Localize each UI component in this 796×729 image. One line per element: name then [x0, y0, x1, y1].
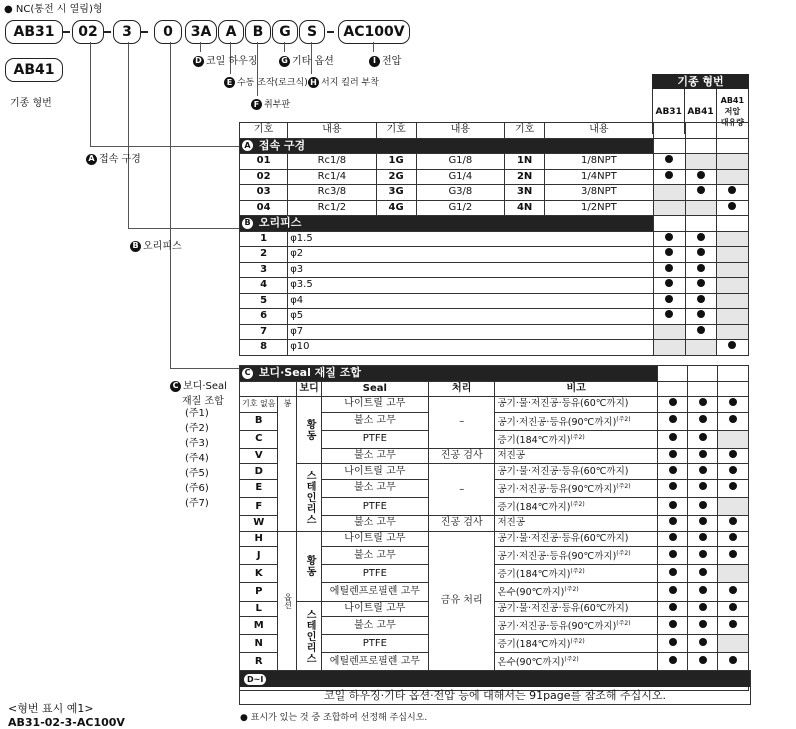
dot-icon — [729, 533, 737, 541]
model-mark — [685, 231, 716, 247]
remark: 공기·저진공·등유(90℃까지)$^{(주2)}$ — [495, 479, 657, 497]
dot-icon — [699, 415, 707, 423]
model-mark — [718, 653, 749, 671]
dot-icon — [665, 171, 673, 179]
model-mark — [716, 231, 748, 247]
dot-icon — [697, 295, 705, 303]
model-mark — [688, 464, 718, 480]
dot-icon — [699, 533, 707, 541]
model-mark — [718, 397, 749, 413]
callout-b: B 오리피스 — [130, 237, 182, 252]
model-mark — [718, 635, 749, 653]
model-mark — [688, 479, 718, 497]
model-mark — [718, 464, 749, 480]
dot-icon — [669, 433, 677, 441]
model-mark — [718, 479, 749, 497]
dot-icon — [669, 501, 677, 509]
model-mark — [716, 200, 748, 216]
model-part-b: B — [245, 20, 271, 44]
dot-icon — [728, 202, 736, 210]
model-mark — [657, 547, 688, 565]
model-part-a: A — [218, 20, 244, 44]
model-mark — [718, 516, 749, 532]
callout-c: C 보디·Seal — [170, 377, 227, 392]
dot-icon — [665, 155, 673, 163]
circle-b-icon: B — [242, 218, 253, 229]
model-part-g: G — [272, 20, 298, 44]
dot-icon — [697, 279, 705, 287]
circle-c-icon: C — [170, 381, 181, 392]
circle-h-icon: H — [308, 77, 319, 88]
model-mark — [716, 340, 748, 356]
remark: 증기(184℃까지)$^{(주2)}$ — [495, 635, 657, 653]
footnote: ● 표시가 있는 것 중 조합하여 선정해 주십시오. — [240, 713, 428, 723]
callout-g: G 기타 옵션 — [279, 52, 334, 67]
model-type-title: 기종 형번 — [652, 74, 749, 89]
remark: 공기·물·저진공·등유(60℃까지) — [495, 601, 657, 617]
model-alt-label: 기종 형번 — [10, 98, 52, 109]
dot-icon — [699, 398, 707, 406]
example-value: AB31-02-3-AC100V — [8, 716, 125, 729]
model-mark — [716, 169, 748, 185]
dot-icon — [665, 233, 673, 241]
model-mark — [685, 309, 716, 325]
table-row: H 옵션 황동 나이트릴 고무 금유 처리 공기·물·저진공·등유(60℃까지) — [240, 531, 749, 547]
model-mark — [657, 617, 688, 635]
model-mark — [718, 497, 749, 515]
dot-icon — [729, 517, 737, 525]
option-std: 봉 — [278, 397, 297, 532]
model-mark — [653, 200, 685, 216]
model-mark — [685, 185, 716, 201]
dot-icon — [699, 620, 707, 628]
remark: 공기·저진공·등유(90℃까지)$^{(주2)}$ — [495, 412, 657, 430]
model-mark — [688, 617, 718, 635]
dot-icon — [665, 279, 673, 287]
model-mark — [685, 247, 716, 263]
model-mark — [657, 448, 688, 464]
circle-a-icon: A — [86, 154, 97, 165]
model-mark — [657, 479, 688, 497]
model-mark — [685, 324, 716, 340]
callout-d: D 코일 하우징 — [193, 52, 257, 67]
dot-icon — [729, 586, 737, 594]
table-row: 1 φ1.5 — [240, 231, 749, 247]
dot-icon — [699, 482, 707, 490]
dot-icon — [697, 248, 705, 256]
dot-icon — [669, 638, 677, 646]
model-mark — [716, 262, 748, 278]
model-mark — [657, 601, 688, 617]
table-row: K PTFE 증기(184℃까지)$^{(주2)}$ — [240, 565, 749, 583]
dot-icon — [669, 656, 677, 664]
model-mark — [653, 247, 685, 263]
model-mark — [657, 397, 688, 413]
dot-icon — [729, 450, 737, 458]
model-mark — [718, 617, 749, 635]
model-mark — [653, 324, 685, 340]
body-material: 스테인리스 — [297, 601, 321, 671]
dot-icon — [699, 450, 707, 458]
model-alt-ab41: AB41 — [5, 58, 63, 82]
model-mark — [653, 293, 685, 309]
remark: 온수(90℃까지)$^{(주2)}$ — [495, 583, 657, 601]
model-mark — [653, 154, 685, 170]
model-mark — [688, 583, 718, 601]
model-mark — [718, 547, 749, 565]
model-mark — [688, 448, 718, 464]
model-mark — [685, 340, 716, 356]
model-mark — [716, 154, 748, 170]
model-mark — [718, 601, 749, 617]
dot-icon — [699, 638, 707, 646]
table-header-row: 기호 내용 기호 내용 기호 내용 — [240, 123, 749, 139]
model-part-voltage: AC100V — [338, 20, 410, 44]
model-part-s: S — [299, 20, 325, 44]
dot-icon — [697, 171, 705, 179]
callout-a: A 접속 구경 — [86, 150, 141, 165]
model-col-ab31: AB31 — [653, 89, 685, 134]
model-mark — [657, 565, 688, 583]
model-mark — [657, 464, 688, 480]
dot-icon — [729, 620, 737, 628]
model-part-ab31: AB31 — [5, 20, 63, 44]
model-mark — [718, 583, 749, 601]
table-row: C PTFE 증기(184℃까지)$^{(주2)}$ — [240, 430, 749, 448]
table-row: 01 Rc1/8 1G G1/8 1N 1/8NPT — [240, 154, 749, 170]
dot-icon — [729, 466, 737, 474]
table-row: N PTFE 증기(184℃까지)$^{(주2)}$ — [240, 635, 749, 653]
dot-icon — [697, 233, 705, 241]
circle-b-icon: B — [130, 241, 141, 252]
model-col-ab41: AB41 — [685, 89, 716, 134]
model-mark — [716, 185, 748, 201]
model-mark — [653, 340, 685, 356]
table-row: 7 φ7 — [240, 324, 749, 340]
callout-e: E 수동 조작(로크식) — [224, 75, 308, 88]
body-material: 스테인리스 — [297, 464, 321, 531]
dot-icon — [699, 568, 707, 576]
table-row: 03 Rc3/8 3G G3/8 3N 3/8NPT — [240, 185, 749, 201]
model-mark — [685, 200, 716, 216]
model-mark — [716, 324, 748, 340]
model-mark — [685, 293, 716, 309]
dot-icon — [665, 310, 673, 318]
model-mark — [685, 262, 716, 278]
model-mark — [688, 430, 718, 448]
table-row: 2 φ2 — [240, 247, 749, 263]
dot-icon — [729, 656, 737, 664]
dot-icon — [665, 264, 673, 272]
model-mark — [688, 412, 718, 430]
table-row: D 스테인리스 나이트릴 고무 – 공기·물·저진공·등유(60℃까지) — [240, 464, 749, 480]
dot-icon — [697, 310, 705, 318]
table-row: P 에틸렌프로필렌 고무 온수(90℃까지)$^{(주2)}$ — [240, 583, 749, 601]
model-mark — [653, 309, 685, 325]
callout-c-sub: 재질 조합 — [182, 396, 224, 407]
callout-h: H 서지 킬러 부착 — [308, 75, 379, 88]
dot-icon — [665, 248, 673, 256]
model-mark — [718, 412, 749, 430]
model-part-3a: 3A — [185, 20, 217, 44]
di-badge: D~I — [244, 674, 266, 685]
model-mark — [718, 565, 749, 583]
model-mark — [657, 583, 688, 601]
dot-icon — [669, 415, 677, 423]
dot-icon — [697, 326, 705, 334]
remark: 저진공 — [495, 516, 657, 532]
dot-icon — [669, 533, 677, 541]
model-mark — [657, 531, 688, 547]
model-mark — [688, 565, 718, 583]
remark: 공기·저진공·등유(90℃까지)$^{(주2)}$ — [495, 617, 657, 635]
dot-icon — [729, 550, 737, 558]
circle-i-icon: I — [369, 56, 380, 67]
model-mark — [657, 430, 688, 448]
dot-icon — [699, 603, 707, 611]
dot-icon — [669, 586, 677, 594]
model-mark — [718, 448, 749, 464]
dot-icon — [699, 433, 707, 441]
table-row: J 불소 고무 공기·저진공·등유(90℃까지)$^{(주2)}$ — [240, 547, 749, 565]
dot-icon — [699, 466, 707, 474]
section-di — [239, 670, 751, 705]
model-mark — [718, 430, 749, 448]
circle-a-icon: A — [242, 140, 253, 151]
model-part-0: 0 — [154, 20, 182, 44]
model-mark — [688, 635, 718, 653]
dot-icon — [729, 398, 737, 406]
model-mark — [685, 169, 716, 185]
body-material: 황동 — [297, 531, 321, 601]
section-b-header: B 오리피스 — [240, 216, 749, 232]
model-part-02: 02 — [72, 20, 104, 44]
model-mark — [653, 278, 685, 294]
model-mark — [688, 653, 718, 671]
remark: 공기·물·저진공·등유(60℃까지) — [495, 397, 657, 413]
dot-icon — [699, 550, 707, 558]
spec-table-c — [239, 365, 749, 691]
model-mark — [657, 635, 688, 653]
dot-icon — [669, 450, 677, 458]
table-row: B 불소 고무 공기·저진공·등유(90℃까지)$^{(주2)}$ — [240, 412, 749, 430]
dot-icon — [669, 466, 677, 474]
remark: 공기·물·저진공·등유(60℃까지) — [495, 531, 657, 547]
section-di-text: 코일 하우징·기타 옵션·전압 등에 대해서는 91page를 참조해 주십시오. — [323, 689, 667, 702]
remark: 증기(184℃까지)$^{(주2)}$ — [495, 430, 657, 448]
remark: 증기(184℃까지)$^{(주2)}$ — [495, 565, 657, 583]
circle-g-icon: G — [279, 56, 290, 67]
dot-icon — [728, 341, 736, 349]
model-mark — [657, 497, 688, 515]
model-mark — [716, 293, 748, 309]
table-row: F PTFE 증기(184℃까지)$^{(주2)}$ — [240, 497, 749, 515]
callout-c-notes: (주1) (주2) (주3) (주4) (주5) (주6) (주7) — [185, 408, 209, 509]
dot-icon — [729, 415, 737, 423]
dot-icon — [669, 603, 677, 611]
circle-c-icon: C — [242, 368, 253, 379]
dot-icon — [669, 620, 677, 628]
dot-icon — [669, 568, 677, 576]
model-mark — [688, 397, 718, 413]
model-mark — [716, 278, 748, 294]
dot-icon — [699, 656, 707, 664]
table-row: 4 φ3.5 — [240, 278, 749, 294]
dot-icon — [669, 482, 677, 490]
model-mark — [716, 309, 748, 325]
dot-icon — [729, 482, 737, 490]
body-material: 황동 — [297, 397, 321, 464]
model-mark — [653, 169, 685, 185]
callout-f: F 취부판 — [251, 97, 290, 110]
dot-icon — [697, 264, 705, 272]
remark: 공기·저진공·등유(90℃까지)$^{(주2)}$ — [495, 547, 657, 565]
table-row: L 스테인리스 나이트릴 고무 공기·물·저진공·등유(60℃까지) — [240, 601, 749, 617]
table-row: 5 φ4 — [240, 293, 749, 309]
model-mark — [657, 653, 688, 671]
model-mark — [688, 516, 718, 532]
model-mark — [685, 154, 716, 170]
table-row: 6 φ5 — [240, 309, 749, 325]
example-title: <형번 표시 예1> — [8, 702, 94, 715]
model-part-3: 3 — [113, 20, 141, 44]
table-row: 기호 없음 봉 황동 나이트릴 고무 – 공기·물·저진공·등유(60℃까지) — [240, 397, 749, 413]
dot-icon — [729, 603, 737, 611]
model-mark — [685, 278, 716, 294]
remark: 증기(184℃까지)$^{(주2)}$ — [495, 497, 657, 515]
circle-f-icon: F — [251, 99, 262, 110]
model-mark — [653, 262, 685, 278]
remark: 공기·물·저진공·등유(60℃까지) — [495, 464, 657, 480]
table-row: W 불소 고무 진공 검사 저진공 — [240, 516, 749, 532]
model-mark — [688, 497, 718, 515]
section-c-subheader: 보디 Seal 처리 비고 — [240, 381, 749, 397]
dot-icon — [665, 295, 673, 303]
spec-table-ab — [239, 122, 749, 356]
type-header: ● NC(통전 시 열림)형 — [4, 4, 103, 15]
model-mark — [657, 516, 688, 532]
table-row: R 에틸렌프로필렌 고무 온수(90℃까지)$^{(주2)}$ — [240, 653, 749, 671]
circle-d-icon: D — [193, 56, 204, 67]
table-row: 8 φ10 — [240, 340, 749, 356]
model-mark — [688, 547, 718, 565]
dot-icon — [669, 517, 677, 525]
circle-e-icon: E — [224, 77, 235, 88]
dot-icon — [699, 517, 707, 525]
dot-icon — [669, 398, 677, 406]
model-mark — [688, 601, 718, 617]
table-row: 02 Rc1/4 2G G1/4 2N 1/4NPT — [240, 169, 749, 185]
model-mark — [716, 247, 748, 263]
table-row: 3 φ3 — [240, 262, 749, 278]
model-mark — [688, 531, 718, 547]
table-row: V 불소 고무 진공 검사 저진공 — [240, 448, 749, 464]
remark: 온수(90℃까지)$^{(주2)}$ — [495, 653, 657, 671]
remark: 저진공 — [495, 448, 657, 464]
section-a-header: A 접속 구경 — [240, 138, 749, 154]
table-row: 04 Rc1/2 4G G1/2 4N 1/2NPT — [240, 200, 749, 216]
callout-i: I 전압 — [369, 52, 401, 67]
dot-icon — [669, 550, 677, 558]
option-label: 옵션 — [278, 531, 297, 671]
dot-icon — [699, 586, 707, 594]
model-col-ab41-low: AB41 저압 대유량 — [717, 89, 749, 134]
table-row: E 불소 고무 공기·저진공·등유(90℃까지)$^{(주2)}$ — [240, 479, 749, 497]
dot-icon — [697, 186, 705, 194]
model-mark — [718, 531, 749, 547]
model-mark — [653, 185, 685, 201]
model-mark — [653, 231, 685, 247]
dot-icon — [699, 501, 707, 509]
model-mark — [657, 412, 688, 430]
section-c-header: C 보디·Seal 재질 조합 — [240, 366, 749, 382]
dot-icon — [728, 186, 736, 194]
table-row: M 불소 고무 공기·저진공·등유(90℃까지)$^{(주2)}$ — [240, 617, 749, 635]
